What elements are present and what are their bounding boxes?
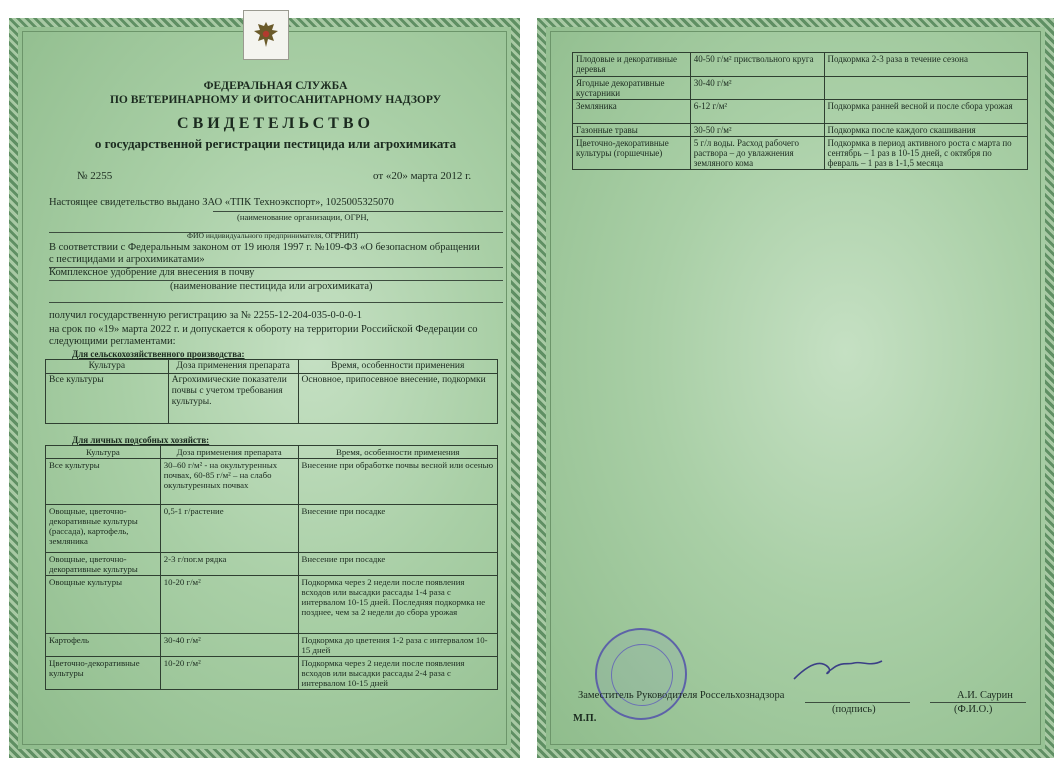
underline [49, 302, 503, 303]
table-row [573, 124, 1028, 137]
signature-caption: (подпись) [832, 704, 876, 715]
cell-crop: Овощные, цветочно-декоративные культуры [46, 553, 161, 576]
table-row [46, 576, 498, 634]
table-header-dose: Доза применения препарата [168, 360, 298, 374]
product-name: Комплексное удобрение для внесения в почву [49, 267, 255, 278]
cell-dose: 10-20 г/м² [160, 576, 298, 634]
term-line1: на срок по «19» марта 2022 г. и допускается к обороту на территории Российской Федерации со [49, 324, 478, 335]
cell-dose: 2-3 г/пог.м рядка [160, 553, 298, 576]
cell-dose: 5 г/л воды. Расход рабочего раствора – до увлажнения земляного кома [690, 137, 824, 170]
cell-dose: 6-12 г/м² [690, 100, 824, 124]
issued-to-caption: (наименование организации, ОГРН, [237, 212, 369, 222]
section-household-heading: Для личных подсобных хозяйств: [72, 435, 210, 445]
cell-time: Внесение при обработке почвы весной или осенью [298, 459, 498, 505]
table-header-dose: Доза применения препарата [160, 446, 298, 459]
cell-crop: Ягодные декоративные кустарники [573, 77, 691, 100]
table-row [46, 374, 498, 424]
regulation-table-continued [572, 52, 1028, 170]
document-title: СВИДЕТЕЛЬСТВО [177, 115, 374, 132]
coat-of-arms-icon [243, 10, 289, 60]
section-agricultural-heading: Для сельскохозяйственного производства: [72, 349, 245, 359]
cell-dose: 10-20 г/м² [160, 657, 298, 690]
table-row [573, 77, 1028, 100]
table-row [46, 553, 498, 576]
table-row [46, 634, 498, 657]
table-row [46, 459, 498, 505]
agency-name-line1: ФЕДЕРАЛЬНАЯ СЛУЖБА [203, 80, 348, 92]
product-caption: (наименование пестицида или агрохимиката) [170, 281, 373, 292]
cell-dose: 30-50 г/м² [690, 124, 824, 137]
table-header-time: Время, особенности применения [298, 360, 498, 374]
cell-time: Подкормка после каждого скашивания [824, 124, 1027, 137]
cell-time: Внесение при посадке [298, 505, 498, 553]
cell-time: Подкормка через 2 недели после появления всходов или высадки рассады 1-4 раза с интервалом 10-15 дней. Последняя подкормка не позднее, чем за 2 недели до сбора урожая [298, 576, 498, 634]
signature-line [805, 702, 910, 703]
regulation-table-household [45, 445, 498, 690]
seal-place-label: М.П. [573, 713, 597, 724]
table-row [573, 137, 1028, 170]
table-row [573, 53, 1028, 77]
table-row [46, 657, 498, 690]
cell-crop: Цветочно-декоративные культуры [46, 657, 161, 690]
registration-line: получил государственную регистрацию за № 2255-12-204-035-0-0-0-1 [49, 310, 363, 321]
name-caption: (Ф.И.О.) [954, 704, 993, 715]
cell-crop: Все культуры [46, 459, 161, 505]
cell-crop: Овощные культуры [46, 576, 161, 634]
cell-dose: 30–60 г/м² - на окультуренных почвах, 60-85 г/м² – на слабо окультуренных почвах [160, 459, 298, 505]
signer-name: А.И. Саурин [957, 690, 1013, 701]
cell-time: Подкормка 2-3 раза в течение сезона [824, 53, 1027, 77]
cell-crop: Овощные, цветочно-декоративные культуры (рассада), картофель, земляника [46, 505, 161, 553]
cell-time: Подкормка в период активного роста с марта по сентябрь – 1 раз в 10-15 дней, с октября по февраль – 1 раз в 1-1,5 месяца [824, 137, 1027, 170]
regulation-table-agricultural [45, 359, 498, 424]
table-header-crop: Культура [46, 446, 161, 459]
table-header-crop: Культура [46, 360, 169, 374]
cell-time: Подкормка ранней весной и после сбора урожая [824, 100, 1027, 124]
cell-crop: Газонные травы [573, 124, 691, 137]
cell-time: Внесение при посадке [298, 553, 498, 576]
cell-dose: 30-40 г/м² [690, 77, 824, 100]
cell-time: Подкормка через 2 недели после появления всходов или высадки рассады 2-4 раза с интервалом 10-15 дней [298, 657, 498, 690]
table-row [46, 505, 498, 553]
cell-dose: 0,5-1 г/растение [160, 505, 298, 553]
certificate-number: № 2255 [77, 170, 113, 182]
cell-dose: 40-50 г/м² приствольного круга [690, 53, 824, 77]
cell-crop: Плодовые и декоративные деревья [573, 53, 691, 77]
document-subtitle: о государственной регистрации пестицида или агрохимиката [94, 136, 457, 151]
agency-name-line2: ПО ВЕТЕРИНАРНОМУ И ФИТОСАНИТАРНОМУ НАДЗОРУ [109, 94, 442, 106]
table-header-time: Время, особенности применения [298, 446, 498, 459]
cell-crop: Цветочно-декоративные культуры (горшечные) [573, 137, 691, 170]
cell-time [824, 77, 1027, 100]
issued-to-line: Настоящее свидетельство выдано ЗАО «ТПК Техноэкспорт», 1025005325070 [49, 197, 394, 208]
cell-dose: Агрохимические показатели почвы с учетом требования культуры. [168, 374, 298, 424]
cell-dose: 30-40 г/м² [160, 634, 298, 657]
cell-time: Подкормка до цветения 1-2 раза с интервалом 10-15 дней [298, 634, 498, 657]
law-reference-line1: В соответствии с Федеральным законом от 19 июля 1997 г. №109-ФЗ «О безопасном обращении [49, 242, 480, 253]
cell-time: Основное, припосевное внесение, подкормки [298, 374, 498, 424]
cell-crop: Все культуры [46, 374, 169, 424]
signatory-title: Заместитель Руководителя Россельхознадзора [578, 690, 785, 701]
certificate-date: от «20» марта 2012 г. [373, 170, 472, 182]
handwritten-signature [790, 655, 890, 685]
cell-crop: Земляника [573, 100, 691, 124]
table-row [573, 100, 1028, 124]
official-seal [595, 628, 687, 720]
name-line [930, 702, 1026, 703]
fio-caption: ФИО индивидуального предпринимателя, ОГРНИП) [187, 231, 359, 240]
term-line2: следующими регламентами: [49, 336, 176, 347]
law-reference-line2: с пестицидами и агрохимикатами» [49, 254, 205, 265]
cell-crop: Картофель [46, 634, 161, 657]
